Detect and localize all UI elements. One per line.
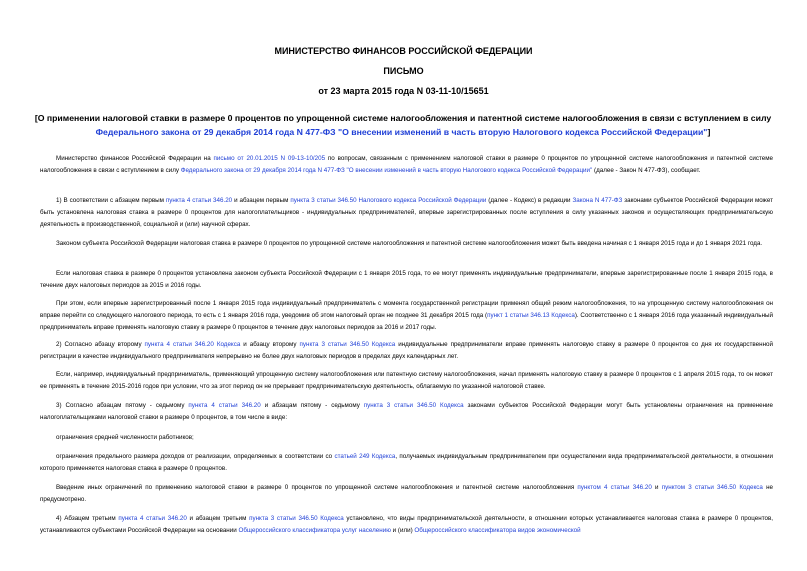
text-run: по вопросам, связанным с применением налоговой ставки в размере 0 процентов по упрощенной системе налогообложения и патентной системе налогообложения в связи с вступлением в силу <box>40 155 773 174</box>
paragraph-11 <box>40 513 773 537</box>
paragraph-7 <box>40 400 773 424</box>
article-link[interactable]: пункта 4 статьи 346.20 Кодекса <box>144 341 241 348</box>
text-run: и абзацем третьим <box>186 515 250 522</box>
paragraph-8 <box>40 432 773 444</box>
paragraph-10 <box>40 482 773 506</box>
law-link[interactable]: Федерального закона от 29 декабря 2014 года N 477-ФЗ "О внесении изменений в часть вторую Налогового кодекса Российской Федерации" <box>180 166 593 174</box>
article-link[interactable]: пункта 3 статьи 346.50 Налогового кодекса Российской Федерации <box>290 197 487 204</box>
paragraph-2 <box>40 238 773 250</box>
text-run: и абзацем первым <box>232 197 291 204</box>
text-run: законами субъектов Российской Федерации может быть установлена налоговая ставка в размере 0 процентов для налогоплательщиков - индивидуальных предпринимателей, впервые зарегистрированных после вступления в силу указанных законов и осуществляющих предпринимательскую деятельность в производственной, социальной и (или) научной сферах. <box>40 197 773 228</box>
text-run: и <box>651 484 662 491</box>
text-run: Законом субъекта Российской Федерации налоговая ставка в размере 0 процентов по упрощенной системе налогообложения и патентной системе налогообложения может быть введена начиная с 1 января 2015 года и до 1 января 2021 года. <box>56 240 763 247</box>
article-link[interactable]: пункта 3 статьи 346.50 Кодекса <box>249 515 344 522</box>
text-run: При этом, если впервые зарегистрированный после 1 января 2015 года индивидуальный предприниматель с момента государственной регистрации применял общий режим налогообложения, то на упрощенную систему налогообложения он вправе перейти со следующего налогового периода, то есть с 1 января 2016 года, уведомив об этом налоговый орган не позднее 31 декабря 2015 года ( <box>40 300 773 319</box>
text-run: и (или) <box>390 526 415 534</box>
paragraph-5 <box>40 339 773 363</box>
text-run: 1) В соответствии с абзацем первым <box>56 197 166 204</box>
law-link[interactable]: Закона N 477-ФЗ <box>572 197 623 204</box>
ministry-heading: МИНИСТЕРСТВО ФИНАНСОВ РОССИЙСКОЙ ФЕДЕРАЦИИ <box>274 46 533 56</box>
paragraph-4 <box>40 298 773 333</box>
paragraph-1 <box>40 195 773 230</box>
text-run: установлено, что виды предпринимательской деятельности, в отношении которых устанавливается налоговая ставка в размере 0 процентов, устанавливаются субъектами Российской Федерации на основании <box>40 515 774 534</box>
text-run: ограничения средней численности работников; <box>56 434 194 441</box>
text-run: и абзацам пятому - седьмому <box>260 402 364 409</box>
text-run: Министерство финансов Российской Федерации на <box>56 155 214 162</box>
letter-link[interactable]: письмо от 20.01.2015 N 09-13-10/205 <box>213 155 326 162</box>
text-run: 2) Согласно абзацу второму <box>56 341 145 348</box>
subject-text-end: ] <box>707 127 711 137</box>
text-run: Введение иных ограничений по применению налоговой ставки в размере 0 процентов по упрощенной системе налогообложения и патентной системе налогообложения <box>56 484 578 491</box>
text-run: не предусмотрено. <box>40 484 773 503</box>
article-link[interactable]: пункт 1 статьи 346.13 Кодекса <box>487 311 575 319</box>
subject-law-link[interactable]: Федерального закона от 29 декабря 2014 года N 477-ФЗ "О внесении изменений в часть вторую Налогового кодекса Российской Федерации" <box>95 127 708 137</box>
paragraph-3 <box>40 268 773 292</box>
classifier-link[interactable]: Общероссийского классификатора видов экономической <box>414 526 581 534</box>
text-run: (далее - Закон N 477-ФЗ), сообщает. <box>592 166 701 174</box>
article-link[interactable]: пункта 4 статьи 346.20 <box>118 515 187 522</box>
paragraph-9 <box>40 451 773 475</box>
document-type: ПИСЬМО <box>383 66 424 76</box>
document-subject <box>30 111 776 139</box>
article-link[interactable]: пунктом 4 статьи 346.20 <box>577 484 652 491</box>
text-run: 3) Согласно абзацам пятому - седьмому <box>56 402 189 409</box>
article-link[interactable]: статьей 249 Кодекса <box>334 453 396 460</box>
text-run: , получаемых индивидуальным предпринимателем при осуществлении вида предпринимательской деятельности, в отношении которого применяется налоговая ставка в размере 0 процентов. <box>40 453 773 472</box>
article-link[interactable]: пунктом 3 статьи 346.50 Кодекса <box>661 484 763 491</box>
document-date-number: от 23 марта 2015 года N 03-11-10/15651 <box>318 86 489 96</box>
text-run: ограничения предельного размера доходов от реализации, определяемых в соответствии со <box>56 453 335 460</box>
text-run: законами субъектов Российской Федерации могут быть установлены ограничения на применение налогоплательщиками налоговой ставки в размере 0 процентов, в том числе в виде: <box>40 402 774 421</box>
article-link[interactable]: пункта 3 статьи 346.50 Кодекса <box>299 341 396 348</box>
paragraph-6 <box>40 369 773 393</box>
text-run: индивидуальные предприниматели вправе применять налоговую ставку в размере 0 процентов со дня их государственной регистрации в качестве индивидуального предпринимателя непрерывно не более двух налоговых периодов в пределах двух календарных лет. <box>40 341 774 360</box>
subject-text: [О применении налоговой ставки в размере 0 процентов по упрощенной системе налогообложения и патентной системе налогообложения в связи с вступлением в силу <box>34 113 772 123</box>
classifier-link[interactable]: Общероссийского классификатора услуг населению <box>238 526 391 534</box>
text-run: (далее - Кодекс) в редакции <box>486 197 573 204</box>
text-run: и абзацу второму <box>240 341 300 348</box>
text-run: Если налоговая ставка в размере 0 процентов установлена законом субъекта Российской Федерации с 1 января 2015 года, то ее могут применять индивидуальные предприниматели, впервые зарегистрированные после 1 января 2015 года, в течение двух налоговых периодов за 2015 и 2016 годы. <box>40 270 773 289</box>
article-link[interactable]: пункта 4 статьи 346.20 <box>188 402 261 409</box>
article-link[interactable]: пункта 4 статьи 346.20 <box>165 197 233 204</box>
text-run: Если, например, индивидуальный предприниматель, применяющий упрощенную систему налогообложения или патентную систему налогообложения, начал применять налоговую ставку в размере 0 процентов с 1 апреля 2015 года, то он может ее применять в течение 2015-2016 годов при условии, что за этот период он не прерывает предпринимательскую деятельность, облагаемую по указанной налоговой ставке. <box>40 371 773 390</box>
article-link[interactable]: пункта 3 статьи 346.50 Кодекса <box>363 402 464 409</box>
paragraph-intro <box>40 153 773 177</box>
text-run: ). Соответственно с 1 января 2016 года указанный индивидуальный предприниматель вправе применять налоговую ставку в размере 0 процентов в течение двух налоговых периодов за 2016 и 2017 годы. <box>40 311 773 331</box>
text-run: 4) Абзацем третьим <box>56 515 119 522</box>
